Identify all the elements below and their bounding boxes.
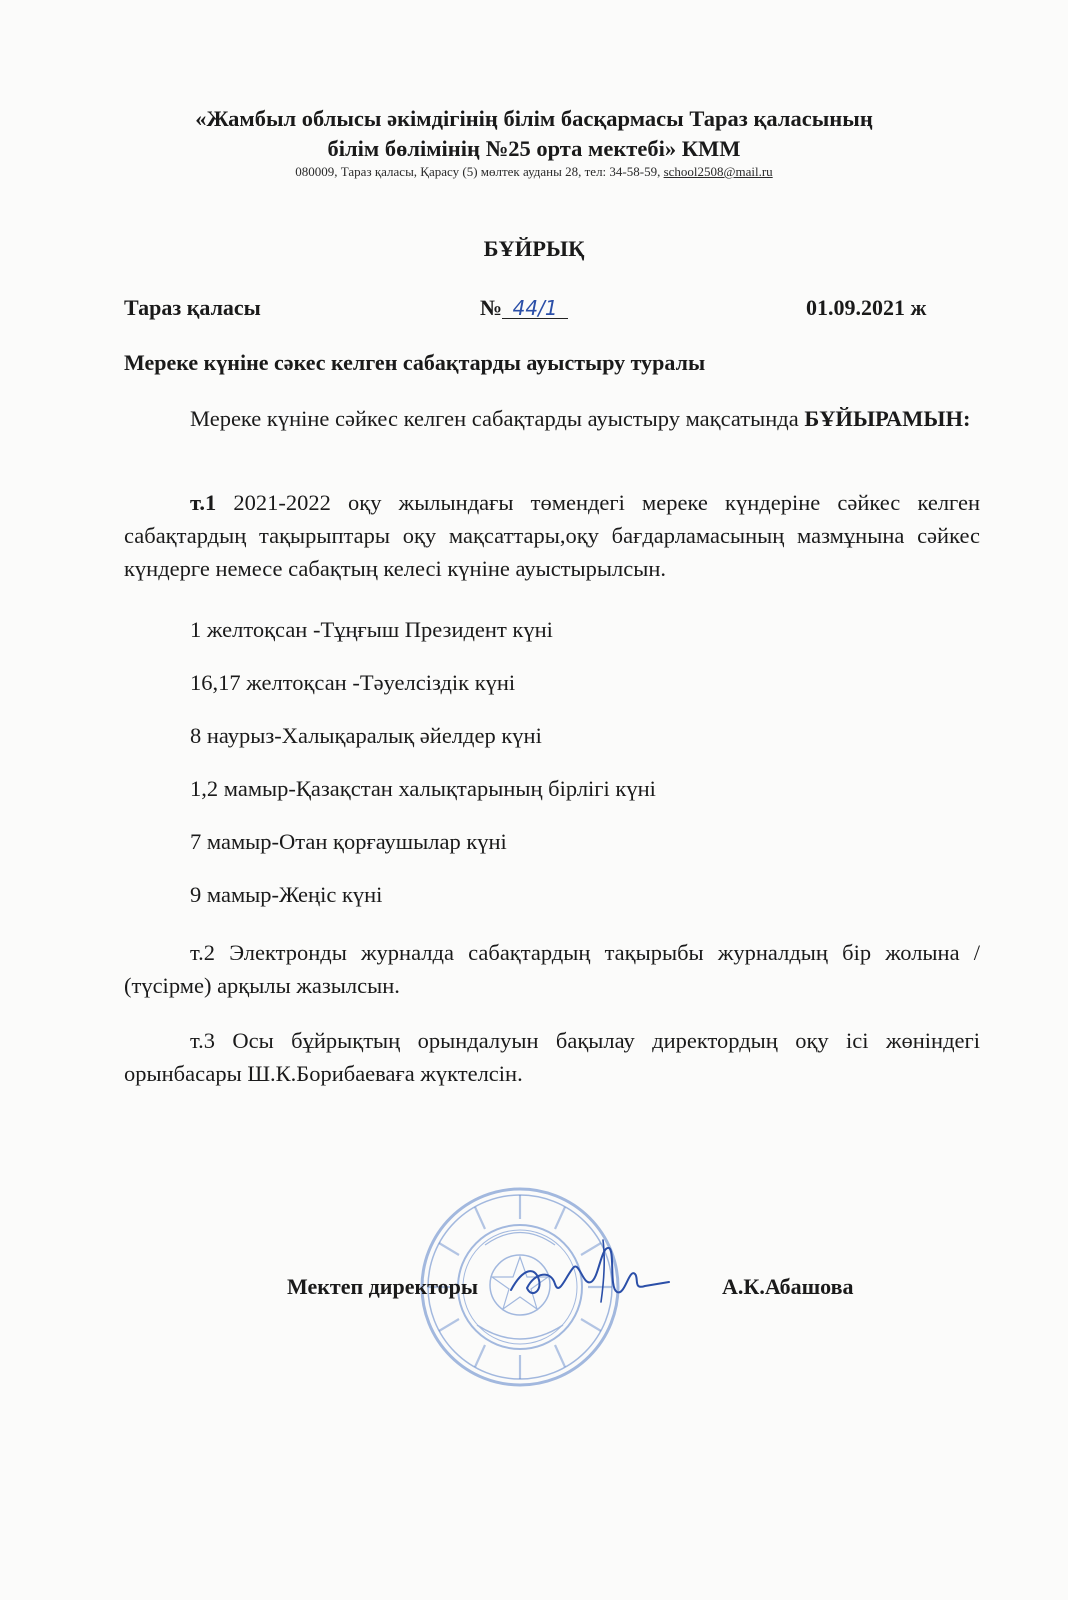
document-number bbox=[480, 295, 568, 321]
document-title: БҰЙРЫҚ bbox=[483, 236, 585, 261]
clause-1-label: т.1 bbox=[190, 490, 217, 515]
signatory-name: А.К.Абашова bbox=[722, 1274, 854, 1299]
org-name-line-2: білім бөлімінің №25 орта мектебі» КММ bbox=[327, 136, 741, 161]
holiday-item: 9 мамыр-Жеңіс күні bbox=[190, 882, 383, 907]
org-name-line-1: «Жамбыл облысы әкімдігінің білім басқармасы Тараз қаласының bbox=[195, 106, 873, 131]
intro-paragraph bbox=[124, 402, 980, 435]
intro-text: Мереке күніне сәйкес келген сабақтарды ауыстыру мақсатында bbox=[190, 406, 805, 431]
holiday-item: 16,17 желтоқсан -Тәуелсіздік күні bbox=[190, 670, 516, 695]
email-link[interactable]: school2508@mail.ru bbox=[663, 164, 773, 179]
signature-label: Мектеп директоры bbox=[287, 1274, 479, 1299]
holiday-item: 8 наурыз-Халықаралық әйелдер күні bbox=[190, 723, 542, 748]
handwritten-signature-icon bbox=[505, 1228, 675, 1318]
handwritten-number: 44/1 bbox=[502, 298, 568, 319]
organization-address bbox=[0, 164, 1068, 180]
clause-2: т.2 Электронды журналда сабақтардың тақырыбы журналдың бір жолына / (түсірме) арқылы жазылсын. bbox=[124, 940, 980, 998]
address-text: 080009, Тараз қаласы, Қарасу (5) мөлтек ауданы 28, тел: 34-58-59, bbox=[295, 164, 664, 179]
holiday-item: 7 мамыр-Отан қорғаушылар күні bbox=[190, 829, 507, 854]
clause-3: т.3 Осы бұйрықтың орындалуын бақылау директордың оқу ісі жөніндегі орынбасары Ш.К.Борибаеваға жүктелсін. bbox=[124, 1028, 980, 1086]
number-prefix: № bbox=[480, 295, 503, 320]
organization-header bbox=[0, 104, 1068, 164]
holiday-item: 1,2 мамыр-Қазақстан халықтарының бірлігі күні bbox=[190, 776, 656, 801]
order-word: БҰЙЫРАМЫН: bbox=[804, 406, 971, 431]
document-date: 01.09.2021 ж bbox=[806, 295, 927, 320]
clause-1 bbox=[124, 486, 980, 585]
clause-1-text: 2021-2022 оқу жылындағы төмендегі мереке күндеріне сәйкес келген сабақтардың тақырыптары оқу мақсаттары,оқу бағдарламасының мазмұнына сәйкес күндерге немесе сабақтың келесі күніне ауыстырылсын. bbox=[124, 490, 980, 581]
document-city: Тараз қаласы bbox=[124, 295, 261, 320]
holiday-item: 1 желтоқсан -Тұңғыш Президент күні bbox=[190, 617, 553, 642]
document-subject: Мереке күніне сәкес келген сабақтарды ауыстыру туралы bbox=[124, 350, 706, 375]
